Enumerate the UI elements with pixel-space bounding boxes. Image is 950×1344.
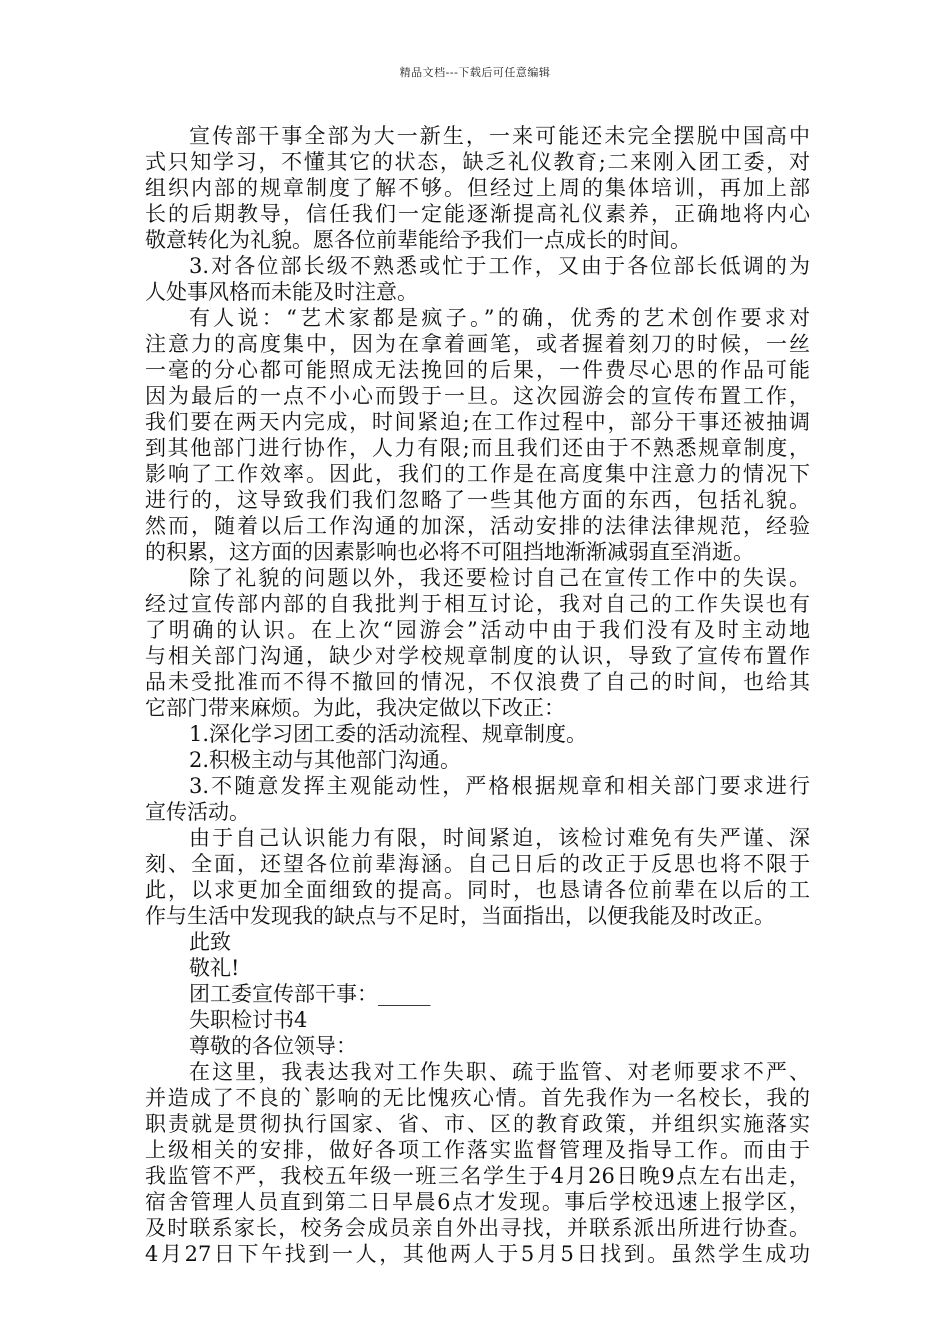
text-line: 我们要在两天内完成，时间紧迫;在工作过程中，部分干事还被抽调 [145, 410, 810, 434]
text-line: 注意力的高度集中，因为在拿着画笔，或者握着刻刀的时候，一丝 [145, 332, 810, 356]
text-line: 影响了工作效率。因此，我们的工作是在高度集中注意力的情况下 [145, 462, 810, 486]
text-line: 3.不随意发挥主观能动性，严格根据规章和相关部门要求进行 [189, 774, 810, 798]
text-line: 除了礼貌的问题以外，我还要检讨自己在宣传工作中的失误。 [189, 566, 810, 590]
text-line: 宿舍管理人员直到第二日早晨6点才发现。事后学校迅速上报学区， [145, 1190, 810, 1214]
text-line: 及时联系家长，校务会成员亲自外出寻找，并联系派出所进行协查。 [145, 1216, 810, 1240]
text-line: 敬意转化为礼貌。愿各位前辈能给予我们一点成长的时间。 [145, 228, 691, 252]
text-line: 式只知学习，不懂其它的状态，缺乏礼仪教育;二来刚入团工委，对 [145, 150, 810, 174]
text-line: 并造成了不良的`影响的无比愧疚心情。首先我作为一名校长，我的 [145, 1086, 810, 1110]
text-line: 敬礼! [189, 956, 240, 980]
text-line: 此，以求更加全面细致的提高。同时，也恳请各位前辈在以后的工 [145, 878, 810, 902]
text-line: 4月27日下午找到一人，其他两人于5月5日找到。虽然学生成功 [145, 1242, 810, 1266]
text-line: 由于自己认识能力有限，时间紧迫，该检讨难免有失严谨、深 [189, 826, 810, 850]
text-line: 我监管不严，我校五年级一班三名学生于4月26日晚9点左右出走， [145, 1164, 810, 1188]
text-line: 的积累，这方面的因素影响也必将不可阻挡地渐渐减弱直至消逝。 [145, 540, 754, 564]
text-line: 与相关部门沟通，缺少对学校规章制度的认识，导致了宣传布置作 [145, 644, 810, 668]
text-line: 组织内部的规章制度了解不够。但经过上周的集体培训，再加上部 [145, 176, 810, 200]
text-line: 因为最后的一点不小心而毁于一旦。这次园游会的宣传布置工作， [145, 384, 810, 408]
text-line: 了明确的认识。在上次“园游会”活动中由于我们没有及时主动地 [145, 618, 810, 642]
page-header: 精品文档---下载后可任意编辑 [399, 66, 551, 79]
text-line: 此致 [189, 930, 231, 954]
document-body [145, 123, 810, 1267]
text-line: 团工委宣传部干事：_____ [189, 982, 431, 1006]
text-line: 2.积极主动与其他部门沟通。 [189, 748, 462, 772]
text-line: 失职检讨书4 [189, 1008, 308, 1032]
text-line: 尊敬的各位领导： [189, 1034, 357, 1058]
text-line: 在这里，我表达我对工作失职、疏于监管、对老师要求不严、 [189, 1060, 810, 1084]
text-line: 作与生活中发现我的缺点与不足时，当面指出，以便我能及时改正。 [145, 904, 775, 928]
text-line: 进行的，这导致我们我们忽略了一些其他方面的东西，包括礼貌。 [145, 488, 810, 512]
text-line: 1.深化学习团工委的活动流程、规章制度。 [189, 722, 588, 746]
text-line: 它部门带来麻烦。为此，我决定做以下改正： [145, 696, 565, 720]
text-line: 宣传部干事全部为大一新生，一来可能还未完全摆脱中国高中 [189, 124, 810, 148]
text-line: 职责就是贯彻执行国家、省、市、区的教育政策，并组织实施落实 [145, 1112, 810, 1136]
text-line: 到其他部门进行协作，人力有限;而且我们还由于不熟悉规章制度， [145, 436, 810, 460]
text-line: 一毫的分心都可能照成无法挽回的后果，一件费尽心思的作品可能 [145, 358, 810, 382]
text-line: 3.对各位部长级不熟悉或忙于工作，又由于各位部长低调的为 [189, 254, 810, 278]
text-line: 然而，随着以后工作沟通的加深，活动安排的法律法律规范，经验 [145, 514, 810, 538]
text-line: 人处事风格而未能及时注意。 [145, 280, 418, 304]
text-line: 上级相关的安排，做好各项工作落实监督管理及指导工作。而由于 [145, 1138, 810, 1162]
text-line: 品未受批准而不得不撤回的情况，不仅浪费了自己的时间，也给其 [145, 670, 810, 694]
text-line: 刻、全面，还望各位前辈海涵。自己日后的改正于反思也将不限于 [145, 852, 810, 876]
text-line: 经过宣传部内部的自我批判于相互讨论，我对自己的工作失误也有 [145, 592, 810, 616]
text-line: 宣传活动。 [145, 800, 250, 824]
text-line: 长的后期教导，信任我们一定能逐渐提高礼仪素养，正确地将内心 [145, 202, 810, 226]
text-line: 有人说：“艺术家都是疯子。”的确，优秀的艺术创作要求对 [189, 306, 810, 330]
